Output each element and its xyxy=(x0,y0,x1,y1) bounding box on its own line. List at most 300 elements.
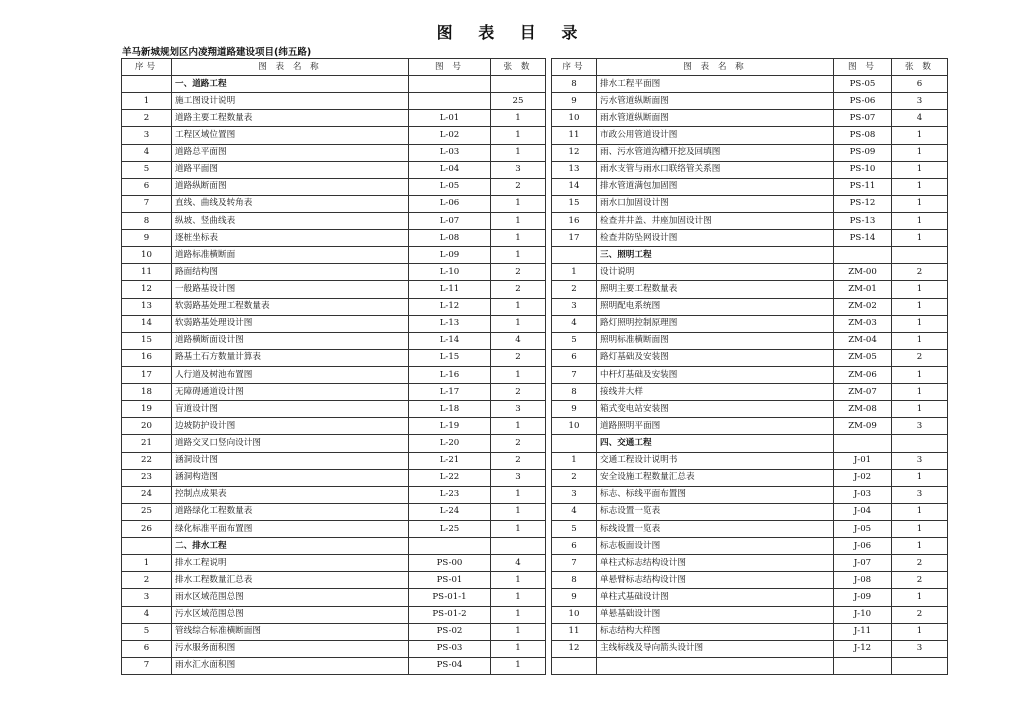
left-cell-sheets xyxy=(491,76,546,93)
left-cell-no: 17 xyxy=(122,366,172,383)
right-cell-no: 7 xyxy=(552,366,597,383)
right-cell-code: ZM-00 xyxy=(834,264,892,281)
left-cell-sheets: 1 xyxy=(491,503,546,520)
right-cell-name: 照明标准横断面图 xyxy=(597,332,834,349)
left-cell-code: L-02 xyxy=(409,127,491,144)
left-cell-name: 二、排水工程 xyxy=(172,538,409,555)
right-cell-sheets xyxy=(892,435,948,452)
right-cell-code: J-06 xyxy=(834,538,892,555)
right-cell-no: 4 xyxy=(552,315,597,332)
left-cell-code: L-14 xyxy=(409,332,491,349)
left-cell-sheets: 1 xyxy=(491,418,546,435)
left-cell-sheets: 1 xyxy=(491,589,546,606)
right-cell-code: ZM-08 xyxy=(834,401,892,418)
right-cell-name: 路灯照明控制原理图 xyxy=(597,315,834,332)
right-cell-sheets: 1 xyxy=(892,623,948,640)
table-row xyxy=(122,657,948,674)
right-cell-sheets: 1 xyxy=(892,178,948,195)
left-cell-name: 道路主要工程数量表 xyxy=(172,110,409,127)
left-cell-code: L-04 xyxy=(409,161,491,178)
table-row xyxy=(122,589,948,606)
document-title: 图 表 目 录 xyxy=(436,23,588,42)
right-cell-sheets: 1 xyxy=(892,538,948,555)
right-cell-name: 三、照明工程 xyxy=(597,247,834,264)
left-cell-no: 26 xyxy=(122,520,172,537)
left-cell-code: L-24 xyxy=(409,503,491,520)
left-cell-name: 软弱路基处理工程数量表 xyxy=(172,298,409,315)
right-cell-no: 9 xyxy=(552,401,597,418)
table-row xyxy=(122,572,948,589)
right-cell-name: 标线设置一览表 xyxy=(597,520,834,537)
table-row xyxy=(122,520,948,537)
right-cell-no: 2 xyxy=(552,469,597,486)
left-cell-sheets xyxy=(491,538,546,555)
left-cell-name: 边坡防护设计图 xyxy=(172,418,409,435)
right-cell-sheets: 1 xyxy=(892,401,948,418)
right-cell-no: 6 xyxy=(552,538,597,555)
right-cell-sheets: 1 xyxy=(892,281,948,298)
right-cell-name: 照明主要工程数量表 xyxy=(597,281,834,298)
left-cell-no xyxy=(122,538,172,555)
left-cell-sheets: 2 xyxy=(491,349,546,366)
right-cell-code: J-12 xyxy=(834,640,892,657)
right-cell-name: 单悬基础设计图 xyxy=(597,606,834,623)
left-cell-sheets: 1 xyxy=(491,572,546,589)
right-cell-name: 标志设置一览表 xyxy=(597,503,834,520)
left-cell-code: PS-00 xyxy=(409,555,491,572)
left-cell-name: 逐桩坐标表 xyxy=(172,230,409,247)
table-row xyxy=(122,281,948,298)
left-cell-name: 软弱路基处理设计图 xyxy=(172,315,409,332)
left-cell-name: 人行道及树池布置图 xyxy=(172,366,409,383)
left-cell-sheets: 1 xyxy=(491,110,546,127)
left-cell-sheets: 2 xyxy=(491,281,546,298)
left-cell-sheets: 1 xyxy=(491,640,546,657)
left-cell-code: L-13 xyxy=(409,315,491,332)
right-cell-no xyxy=(552,657,597,674)
right-cell-code: J-04 xyxy=(834,503,892,520)
right-cell-sheets: 6 xyxy=(892,76,948,93)
right-cell-sheets: 1 xyxy=(892,230,948,247)
right-cell-no: 13 xyxy=(552,161,597,178)
table-row xyxy=(122,503,948,520)
left-cell-name: 一、道路工程 xyxy=(172,76,409,93)
right-cell-no: 11 xyxy=(552,127,597,144)
header-sheets: 张 数 xyxy=(892,59,948,76)
left-cell-code: L-09 xyxy=(409,247,491,264)
right-cell-sheets: 3 xyxy=(892,93,948,110)
table-row xyxy=(122,418,948,435)
left-cell-sheets: 2 xyxy=(491,452,546,469)
left-cell-name: 道路横断面设计图 xyxy=(172,332,409,349)
right-cell-sheets: 1 xyxy=(892,469,948,486)
left-cell-name: 路基土石方数量计算表 xyxy=(172,349,409,366)
right-cell-no: 4 xyxy=(552,503,597,520)
table-row xyxy=(122,435,948,452)
left-cell-code: L-03 xyxy=(409,144,491,161)
table-row xyxy=(122,315,948,332)
left-cell-sheets: 1 xyxy=(491,315,546,332)
right-cell-name: 市政公用管道设计图 xyxy=(597,127,834,144)
left-cell-sheets: 1 xyxy=(491,366,546,383)
left-cell-no: 15 xyxy=(122,332,172,349)
table-row xyxy=(122,538,948,555)
right-cell-name: 标志结构大样图 xyxy=(597,623,834,640)
right-cell-code: ZM-02 xyxy=(834,298,892,315)
left-cell-no: 6 xyxy=(122,640,172,657)
left-cell-name: 道路交叉口竖向设计图 xyxy=(172,435,409,452)
right-cell-name: 箱式变电站安装图 xyxy=(597,401,834,418)
header-code: 图 号 xyxy=(834,59,892,76)
left-cell-code: PS-01 xyxy=(409,572,491,589)
left-cell-sheets: 1 xyxy=(491,127,546,144)
right-cell-name: 雨、污水管道沟槽开挖及回填图 xyxy=(597,144,834,161)
right-cell-name: 雨水支管与雨水口联络管关系图 xyxy=(597,161,834,178)
left-cell-no: 23 xyxy=(122,469,172,486)
left-cell-code: L-06 xyxy=(409,195,491,212)
left-cell-sheets: 2 xyxy=(491,178,546,195)
right-cell-sheets: 2 xyxy=(892,264,948,281)
right-cell-no: 8 xyxy=(552,384,597,401)
left-cell-sheets: 1 xyxy=(491,657,546,674)
left-cell-name: 施工图设计说明 xyxy=(172,93,409,110)
right-cell-code: PS-13 xyxy=(834,212,892,229)
right-cell-name: 接线井大样 xyxy=(597,384,834,401)
right-cell-sheets: 2 xyxy=(892,555,948,572)
left-cell-code: PS-04 xyxy=(409,657,491,674)
right-cell-sheets xyxy=(892,247,948,264)
right-cell-code: PS-08 xyxy=(834,127,892,144)
right-cell-no: 10 xyxy=(552,110,597,127)
right-cell-no xyxy=(552,247,597,264)
left-cell-name: 污水服务面积图 xyxy=(172,640,409,657)
right-cell-name: 雨水口加固设计图 xyxy=(597,195,834,212)
left-cell-name: 一般路基设计图 xyxy=(172,281,409,298)
left-cell-sheets: 1 xyxy=(491,623,546,640)
right-cell-no: 5 xyxy=(552,520,597,537)
right-cell-no: 1 xyxy=(552,264,597,281)
right-cell-sheets: 4 xyxy=(892,110,948,127)
left-cell-no: 11 xyxy=(122,264,172,281)
left-cell-name: 控制点成果表 xyxy=(172,486,409,503)
left-cell-no: 7 xyxy=(122,195,172,212)
left-cell-no: 9 xyxy=(122,230,172,247)
right-cell-name: 检查井防坠网设计图 xyxy=(597,230,834,247)
right-cell-code: ZM-04 xyxy=(834,332,892,349)
left-cell-sheets: 1 xyxy=(491,230,546,247)
right-cell-code xyxy=(834,435,892,452)
right-cell-sheets: 1 xyxy=(892,144,948,161)
right-cell-code: ZM-03 xyxy=(834,315,892,332)
right-cell-no: 5 xyxy=(552,332,597,349)
left-cell-sheets: 4 xyxy=(491,555,546,572)
right-cell-name: 安全设施工程数量汇总表 xyxy=(597,469,834,486)
right-cell-code: PS-10 xyxy=(834,161,892,178)
left-cell-no: 10 xyxy=(122,247,172,264)
table-row xyxy=(122,486,948,503)
left-cell-no: 5 xyxy=(122,623,172,640)
left-cell-code: PS-01-1 xyxy=(409,589,491,606)
left-cell-sheets: 3 xyxy=(491,469,546,486)
left-cell-code xyxy=(409,93,491,110)
left-cell-sheets: 1 xyxy=(491,606,546,623)
right-cell-no: 8 xyxy=(552,76,597,93)
right-cell-no: 10 xyxy=(552,606,597,623)
left-cell-code xyxy=(409,76,491,93)
left-cell-no: 2 xyxy=(122,110,172,127)
right-cell-code: PS-11 xyxy=(834,178,892,195)
right-cell-no: 2 xyxy=(552,281,597,298)
table-row xyxy=(122,606,948,623)
right-cell-sheets: 3 xyxy=(892,640,948,657)
table-row xyxy=(122,212,948,229)
right-cell-no: 15 xyxy=(552,195,597,212)
right-cell-code: J-09 xyxy=(834,589,892,606)
left-cell-no xyxy=(122,76,172,93)
left-cell-code: L-23 xyxy=(409,486,491,503)
left-cell-code: L-19 xyxy=(409,418,491,435)
left-cell-code: L-16 xyxy=(409,366,491,383)
left-cell-no: 14 xyxy=(122,315,172,332)
right-cell-code: PS-14 xyxy=(834,230,892,247)
right-cell-name: 主线标线及导向箭头设计图 xyxy=(597,640,834,657)
left-cell-name: 盲道设计图 xyxy=(172,401,409,418)
left-cell-sheets: 2 xyxy=(491,435,546,452)
left-cell-code xyxy=(409,538,491,555)
right-cell-sheets: 1 xyxy=(892,298,948,315)
right-cell-no: 3 xyxy=(552,486,597,503)
left-cell-name: 排水工程说明 xyxy=(172,555,409,572)
left-cell-no: 4 xyxy=(122,144,172,161)
right-cell-name: 照明配电系统图 xyxy=(597,298,834,315)
right-cell-name: 设计说明 xyxy=(597,264,834,281)
left-cell-name: 直线、曲线及转角表 xyxy=(172,195,409,212)
table-row xyxy=(122,332,948,349)
right-cell-code xyxy=(834,657,892,674)
right-cell-code: J-08 xyxy=(834,572,892,589)
left-cell-name: 工程区域位置图 xyxy=(172,127,409,144)
left-cell-no: 19 xyxy=(122,401,172,418)
left-cell-name: 道路标准横断面 xyxy=(172,247,409,264)
right-cell-sheets: 1 xyxy=(892,161,948,178)
left-cell-code: L-25 xyxy=(409,520,491,537)
right-cell-sheets: 1 xyxy=(892,503,948,520)
right-cell-name: 单柱式基础设计图 xyxy=(597,589,834,606)
left-cell-no: 12 xyxy=(122,281,172,298)
left-cell-name: 雨水区域范围总图 xyxy=(172,589,409,606)
left-cell-no: 22 xyxy=(122,452,172,469)
left-cell-sheets: 3 xyxy=(491,161,546,178)
left-cell-no: 7 xyxy=(122,657,172,674)
left-cell-code: L-17 xyxy=(409,384,491,401)
right-cell-code: PS-06 xyxy=(834,93,892,110)
header-row xyxy=(122,59,948,76)
right-cell-no: 14 xyxy=(552,178,597,195)
left-cell-code: L-15 xyxy=(409,349,491,366)
left-cell-sheets: 2 xyxy=(491,264,546,281)
right-cell-sheets: 3 xyxy=(892,452,948,469)
drawing-index-table xyxy=(121,58,948,675)
left-cell-no: 2 xyxy=(122,572,172,589)
right-cell-no: 16 xyxy=(552,212,597,229)
left-cell-no: 21 xyxy=(122,435,172,452)
left-cell-code: L-22 xyxy=(409,469,491,486)
right-cell-no: 12 xyxy=(552,144,597,161)
right-cell-sheets: 1 xyxy=(892,332,948,349)
table-row xyxy=(122,93,948,110)
right-cell-sheets: 2 xyxy=(892,349,948,366)
left-cell-name: 排水工程数量汇总表 xyxy=(172,572,409,589)
right-cell-sheets: 1 xyxy=(892,589,948,606)
left-cell-sheets: 1 xyxy=(491,195,546,212)
left-cell-sheets: 3 xyxy=(491,401,546,418)
table-row xyxy=(122,366,948,383)
right-cell-code xyxy=(834,247,892,264)
left-cell-name: 无障碍通道设计图 xyxy=(172,384,409,401)
right-cell-name: 检查井井盖、井座加固设计图 xyxy=(597,212,834,229)
left-cell-sheets: 1 xyxy=(491,247,546,264)
right-cell-no: 6 xyxy=(552,349,597,366)
right-cell-name: 排水管道满包加固图 xyxy=(597,178,834,195)
right-cell-name: 单柱式标志结构设计图 xyxy=(597,555,834,572)
left-cell-code: L-01 xyxy=(409,110,491,127)
table-row xyxy=(122,623,948,640)
left-cell-name: 纵坡、竖曲线表 xyxy=(172,212,409,229)
table-row xyxy=(122,195,948,212)
left-cell-code: L-07 xyxy=(409,212,491,229)
right-cell-name: 污水管道纵断面图 xyxy=(597,93,834,110)
right-cell-code: ZM-05 xyxy=(834,349,892,366)
right-cell-sheets: 1 xyxy=(892,520,948,537)
table-row xyxy=(122,127,948,144)
right-cell-sheets: 3 xyxy=(892,486,948,503)
header-name: 图 表 名 称 xyxy=(172,59,409,76)
right-cell-sheets: 1 xyxy=(892,127,948,144)
left-cell-code: L-05 xyxy=(409,178,491,195)
left-cell-code: L-18 xyxy=(409,401,491,418)
left-cell-no: 16 xyxy=(122,349,172,366)
right-cell-name: 雨水管道纵断面图 xyxy=(597,110,834,127)
left-cell-no: 5 xyxy=(122,161,172,178)
right-cell-code: ZM-07 xyxy=(834,384,892,401)
table-row xyxy=(122,555,948,572)
right-cell-no: 12 xyxy=(552,640,597,657)
right-cell-code: J-10 xyxy=(834,606,892,623)
left-cell-name: 管线综合标准横断面图 xyxy=(172,623,409,640)
right-cell-no: 9 xyxy=(552,93,597,110)
right-cell-name: 道路照明平面图 xyxy=(597,418,834,435)
left-cell-code: L-10 xyxy=(409,264,491,281)
left-cell-sheets: 1 xyxy=(491,520,546,537)
right-cell-no: 7 xyxy=(552,555,597,572)
left-cell-no: 20 xyxy=(122,418,172,435)
left-cell-sheets: 2 xyxy=(491,384,546,401)
left-cell-name: 道路纵断面图 xyxy=(172,178,409,195)
right-cell-no: 1 xyxy=(552,452,597,469)
left-cell-sheets: 4 xyxy=(491,332,546,349)
left-cell-name: 道路总平面图 xyxy=(172,144,409,161)
table-row xyxy=(122,230,948,247)
header-name: 图 表 名 称 xyxy=(597,59,834,76)
left-cell-no: 3 xyxy=(122,127,172,144)
table-row xyxy=(122,161,948,178)
right-cell-code: ZM-01 xyxy=(834,281,892,298)
right-cell-name: 中杆灯基础及安装图 xyxy=(597,366,834,383)
right-cell-sheets: 3 xyxy=(892,418,948,435)
left-cell-no: 6 xyxy=(122,178,172,195)
left-cell-code: PS-03 xyxy=(409,640,491,657)
left-cell-no: 4 xyxy=(122,606,172,623)
right-cell-sheets: 1 xyxy=(892,315,948,332)
left-cell-no: 1 xyxy=(122,555,172,572)
left-cell-no: 8 xyxy=(122,212,172,229)
left-cell-name: 污水区域范围总图 xyxy=(172,606,409,623)
left-cell-name: 道路平面图 xyxy=(172,161,409,178)
left-cell-name: 涵洞构造图 xyxy=(172,469,409,486)
right-cell-code: PS-05 xyxy=(834,76,892,93)
right-cell-code: J-02 xyxy=(834,469,892,486)
left-cell-sheets: 25 xyxy=(491,93,546,110)
right-cell-code: PS-12 xyxy=(834,195,892,212)
left-cell-name: 道路绿化工程数量表 xyxy=(172,503,409,520)
right-cell-code: PS-09 xyxy=(834,144,892,161)
right-cell-name: 路灯基础及安装图 xyxy=(597,349,834,366)
right-cell-code: J-03 xyxy=(834,486,892,503)
table-row xyxy=(122,452,948,469)
left-cell-no: 24 xyxy=(122,486,172,503)
left-cell-name: 雨水汇水面积图 xyxy=(172,657,409,674)
right-cell-name: 交通工程设计说明书 xyxy=(597,452,834,469)
right-cell-no: 17 xyxy=(552,230,597,247)
right-cell-code: ZM-09 xyxy=(834,418,892,435)
right-cell-sheets: 1 xyxy=(892,212,948,229)
right-cell-no: 3 xyxy=(552,298,597,315)
table-row xyxy=(122,264,948,281)
table-row xyxy=(122,298,948,315)
right-cell-no: 11 xyxy=(552,623,597,640)
right-cell-name: 标志板面设计图 xyxy=(597,538,834,555)
table-row xyxy=(122,247,948,264)
right-cell-code: ZM-06 xyxy=(834,366,892,383)
right-cell-name xyxy=(597,657,834,674)
left-cell-no: 18 xyxy=(122,384,172,401)
right-cell-sheets: 1 xyxy=(892,384,948,401)
right-cell-name: 四、交通工程 xyxy=(597,435,834,452)
left-cell-no: 3 xyxy=(122,589,172,606)
right-cell-code: J-01 xyxy=(834,452,892,469)
left-cell-code: L-20 xyxy=(409,435,491,452)
right-cell-code: J-07 xyxy=(834,555,892,572)
right-cell-sheets: 2 xyxy=(892,606,948,623)
right-cell-sheets: 1 xyxy=(892,366,948,383)
right-cell-name: 标志、标线平面布置图 xyxy=(597,486,834,503)
right-cell-no: 10 xyxy=(552,418,597,435)
right-cell-sheets: 2 xyxy=(892,572,948,589)
left-cell-name: 绿化标准平面布置图 xyxy=(172,520,409,537)
table-row xyxy=(122,76,948,93)
left-cell-no: 25 xyxy=(122,503,172,520)
right-cell-code: J-11 xyxy=(834,623,892,640)
right-cell-sheets: 1 xyxy=(892,195,948,212)
right-cell-no: 8 xyxy=(552,572,597,589)
left-cell-sheets: 1 xyxy=(491,212,546,229)
left-cell-name: 路面结构图 xyxy=(172,264,409,281)
right-cell-no: 9 xyxy=(552,589,597,606)
left-cell-no: 13 xyxy=(122,298,172,315)
left-cell-no: 1 xyxy=(122,93,172,110)
table-row xyxy=(122,144,948,161)
right-cell-name: 单悬臂标志结构设计图 xyxy=(597,572,834,589)
